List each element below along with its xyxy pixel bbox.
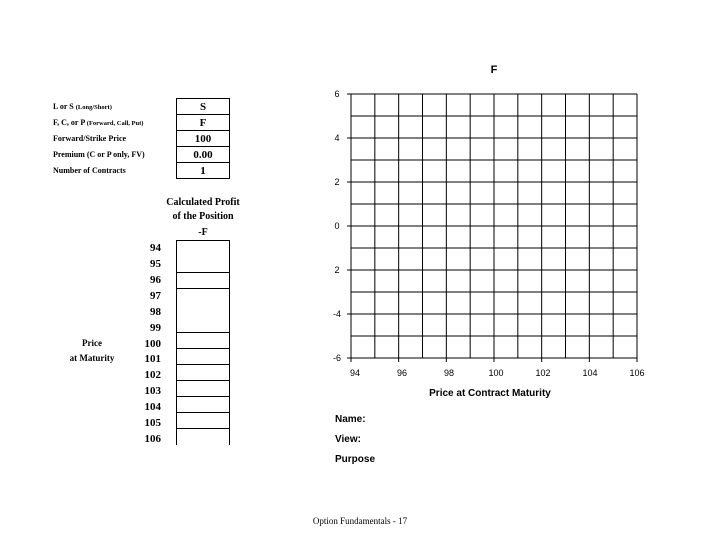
x-tick-label: 104	[582, 368, 598, 378]
input-label-strike: Forward/Strike Price	[53, 134, 127, 143]
contracts-value[interactable]: 1	[200, 165, 206, 177]
price-value: 95	[150, 258, 161, 270]
price-value: 101	[144, 353, 161, 365]
page-footer: Option Fundamentals - 17	[312, 516, 408, 526]
contract-type-value[interactable]: F	[177, 115, 229, 131]
name-field-label: Name:	[335, 414, 366, 425]
y-tick-label: 0	[334, 221, 340, 231]
x-tick-label: 98	[443, 368, 454, 378]
y-tick-label: 6	[334, 89, 340, 99]
position-value[interactable]: S	[177, 99, 229, 115]
price-value: 102	[144, 369, 161, 381]
price-value: 105	[144, 417, 161, 429]
strike-price-value[interactable]: 100	[177, 131, 229, 147]
purpose-field-label: Purpose	[335, 454, 376, 465]
input-label-position: L or S (Long/Short)	[53, 102, 112, 111]
premium-value[interactable]: 0.00	[177, 147, 229, 163]
x-tick-label: 100	[488, 368, 504, 378]
price-label-line1: Price	[82, 338, 102, 348]
y-tick-label: -6	[332, 353, 341, 363]
price-value: 96	[150, 274, 161, 286]
price-label-line2: at Maturity	[69, 353, 115, 363]
x-tick-label: 102	[535, 368, 551, 378]
price-value: 106	[144, 433, 161, 445]
calc-title-line1: Calculated Profit	[166, 197, 240, 208]
x-tick-label: 106	[629, 368, 645, 378]
price-value: 99	[150, 322, 161, 334]
x-axis-label: Price at Contract Maturity	[429, 388, 551, 399]
calc-title-line3: -F	[198, 227, 208, 238]
y-tick-label: 2	[334, 177, 340, 187]
input-label-type: F, C, or P (Forward, Call, Put)	[53, 118, 144, 127]
price-value: 94	[150, 242, 161, 254]
price-value: 97	[150, 290, 161, 302]
x-tick-label: 94	[349, 368, 360, 378]
chart-title: F	[490, 64, 498, 76]
input-label-premium: Premium (C or P only, FV)	[53, 150, 145, 159]
x-tick-label: 96	[396, 368, 407, 378]
price-value: 100	[144, 338, 161, 350]
y-tick-label: 2	[334, 265, 340, 275]
price-value: 103	[144, 385, 161, 397]
y-tick-label: 4	[334, 133, 340, 143]
y-tick-label: -4	[332, 309, 341, 319]
price-value: 104	[144, 401, 161, 413]
price-value: 98	[150, 306, 161, 318]
input-label-contracts: Number of Contracts	[53, 166, 126, 175]
view-field-label: View:	[335, 434, 361, 445]
calc-title-line2: of the Position	[172, 211, 234, 222]
